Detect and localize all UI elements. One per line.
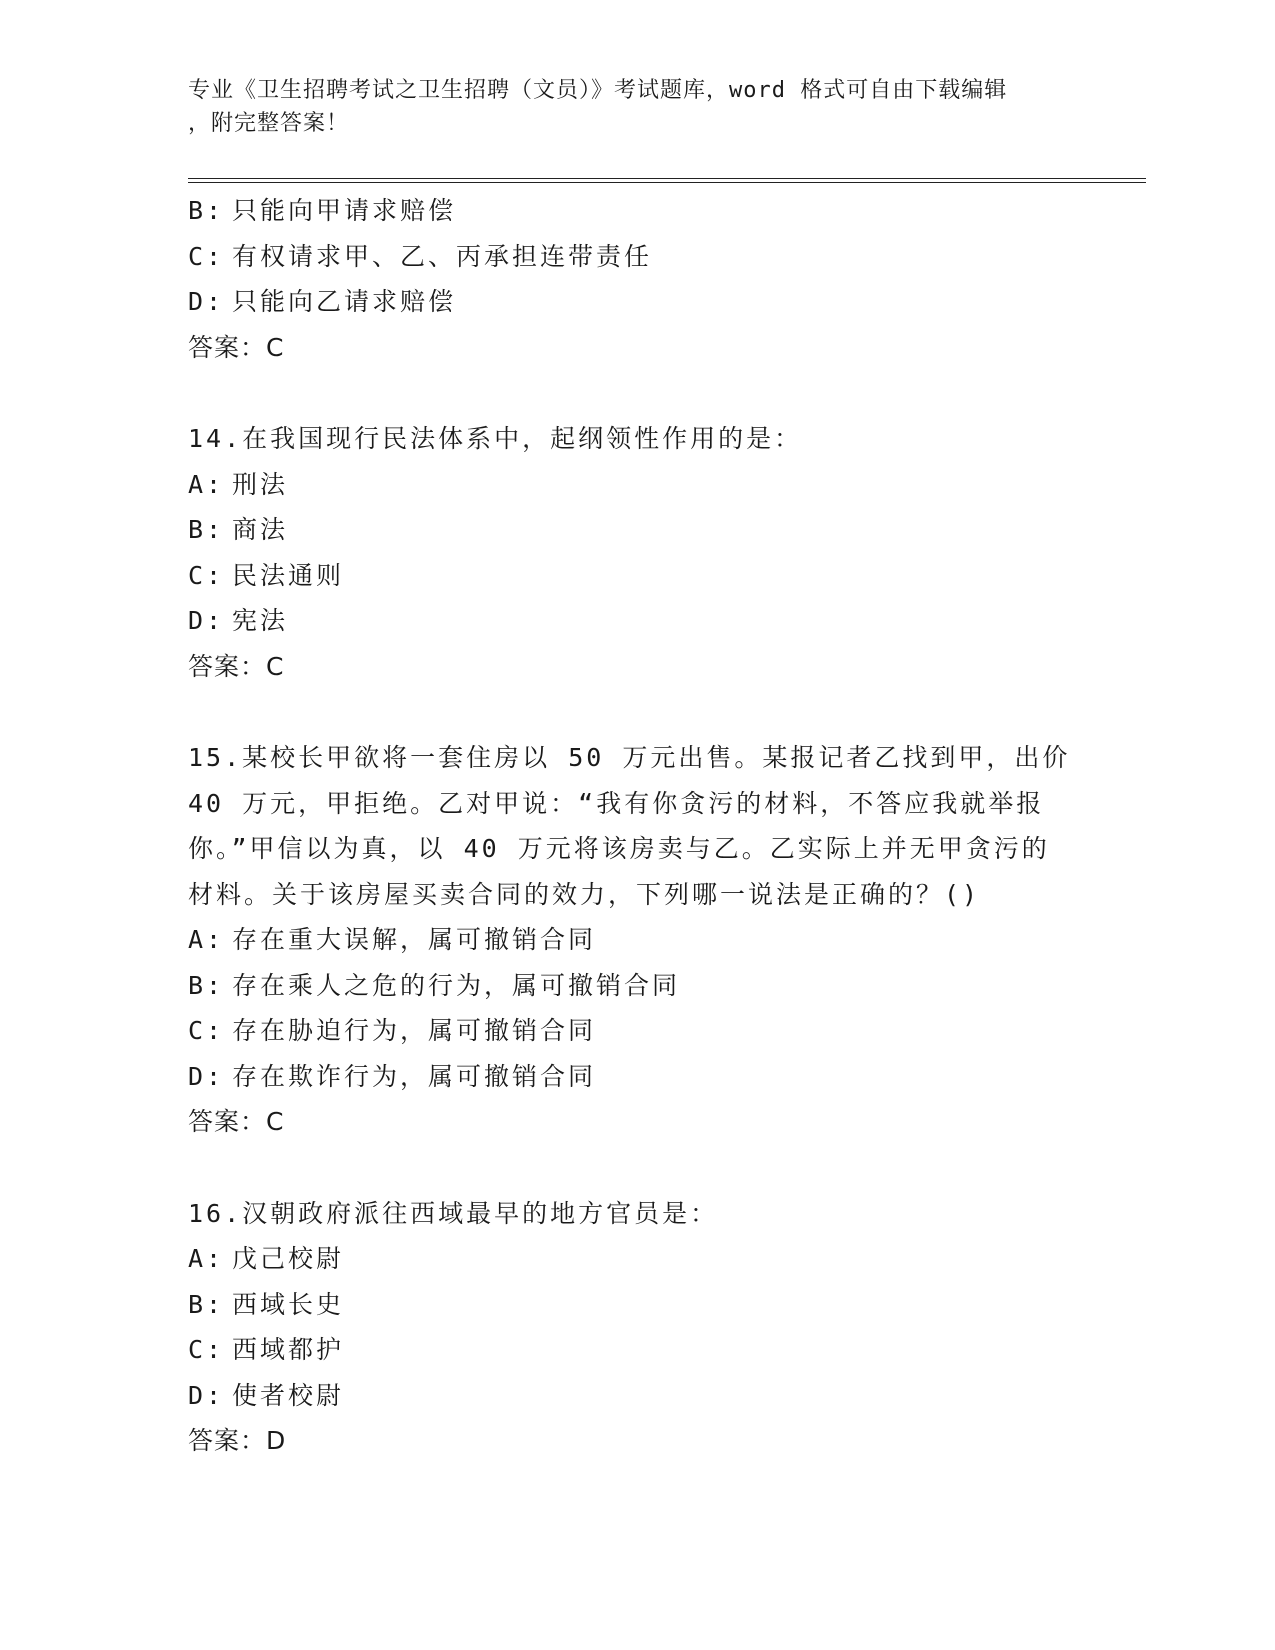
question-list	[188, 188, 1088, 1464]
option-d[interactable]	[188, 598, 1088, 644]
question-text-line-2: 40 万元，甲拒绝。乙对甲说：“我有你贪污的材料，不答应我就举报	[188, 788, 1045, 818]
option-letter: C:	[188, 560, 225, 590]
question-text-line-1: 15.某校长甲欲将一套住房以 50 万元出售。某报记者乙找到甲，出价	[188, 743, 1071, 772]
answer-line: 答案：D	[188, 1426, 287, 1455]
option-letter: D:	[188, 606, 225, 635]
answer-line: 答案：C	[188, 332, 285, 362]
spacer	[188, 1145, 1088, 1191]
question-16	[188, 1191, 1088, 1464]
option-a[interactable]	[188, 1236, 1088, 1282]
option-letter: D:	[188, 287, 225, 316]
option-c[interactable]	[188, 1327, 1088, 1373]
option-letter: B:	[188, 970, 225, 1000]
option-a[interactable]	[188, 462, 1088, 508]
option-text: 只能向甲请求赔偿	[232, 196, 457, 225]
question-text-line-3: 你。”甲信以为真，以 40 万元将该房卖与乙。乙实际上并无甲贪污的	[188, 834, 1050, 863]
option-letter: A:	[188, 1244, 225, 1273]
option-b[interactable]	[188, 963, 1088, 1009]
option-a[interactable]	[188, 917, 1088, 963]
option-text: 存在胁迫行为，属可撤销合同	[232, 1016, 597, 1045]
option-text: 有权请求甲、乙、丙承担连带责任	[232, 241, 653, 271]
option-text: 刑法	[232, 469, 289, 499]
question-text: 16.汉朝政府派往西域最早的地方官员是：	[188, 1198, 719, 1228]
option-letter: B:	[188, 1289, 225, 1319]
document-header	[188, 74, 1088, 140]
option-text: 戊己校尉	[232, 1244, 345, 1273]
option-letter: A:	[188, 925, 225, 954]
question-13-tail	[188, 188, 1088, 370]
option-letter: D:	[188, 1061, 225, 1091]
option-letter: B:	[188, 515, 225, 544]
option-text: 民法通则	[232, 560, 345, 590]
option-text: 西域都护	[232, 1335, 345, 1364]
option-text: 商法	[232, 515, 289, 544]
header-divider-bottom	[188, 182, 1146, 183]
spacer	[188, 689, 1088, 735]
spacer	[188, 370, 1088, 416]
option-d[interactable]	[188, 1054, 1088, 1100]
question-text-line-4: 材料。关于该房屋买卖合同的效力，下列哪一说法是正确的？()	[188, 879, 981, 909]
option-letter: B:	[188, 196, 225, 225]
option-c[interactable]	[188, 553, 1088, 599]
option-text: 只能向乙请求赔偿	[232, 287, 457, 316]
option-b[interactable]	[188, 188, 1088, 234]
option-c[interactable]	[188, 234, 1088, 280]
answer-line: 答案：C	[188, 1107, 285, 1136]
question-14	[188, 416, 1088, 689]
option-text: 存在欺诈行为，属可撤销合同	[232, 1061, 597, 1091]
option-letter: A:	[188, 469, 225, 499]
option-text: 宪法	[232, 606, 289, 635]
header-line-1: 专业《卫生招聘考试之卫生招聘（文员）》考试题库，word 格式可自由下载编辑	[188, 78, 1008, 103]
option-letter: C:	[188, 241, 225, 271]
option-b[interactable]	[188, 1282, 1088, 1328]
option-text: 存在重大误解，属可撤销合同	[232, 925, 597, 954]
option-text: 西域长史	[232, 1289, 345, 1319]
option-text: 使者校尉	[232, 1380, 345, 1410]
option-d[interactable]	[188, 1373, 1088, 1419]
option-letter: C:	[188, 1335, 225, 1364]
question-text: 14.在我国现行民法体系中，起纲领性作用的是：	[188, 424, 803, 453]
option-c[interactable]	[188, 1008, 1088, 1054]
header-line-2: ，附完整答案！	[188, 111, 350, 136]
option-letter: C:	[188, 1016, 225, 1045]
question-15	[188, 735, 1088, 1145]
option-b[interactable]	[188, 507, 1088, 553]
option-letter: D:	[188, 1380, 225, 1410]
option-text: 存在乘人之危的行为，属可撤销合同	[232, 970, 681, 1000]
answer-line: 答案：C	[188, 651, 285, 681]
header-divider-top	[188, 178, 1146, 179]
option-d[interactable]	[188, 279, 1088, 325]
